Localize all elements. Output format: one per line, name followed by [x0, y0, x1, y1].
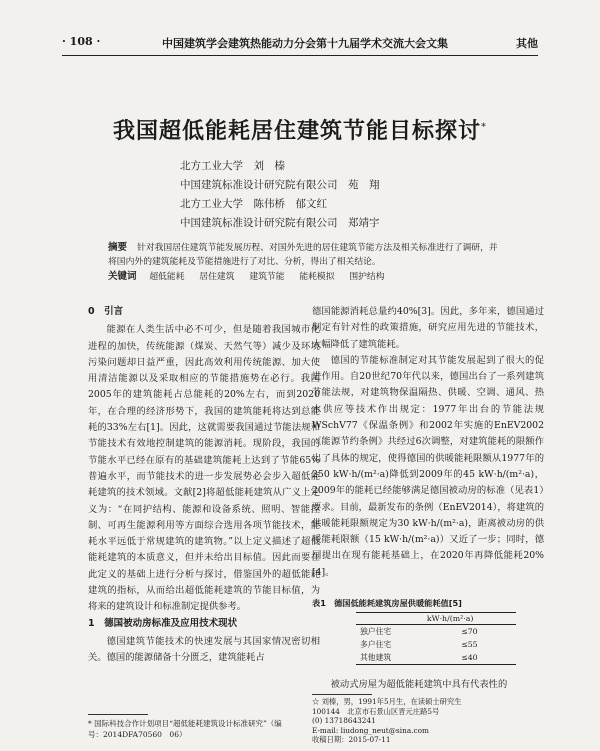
footnote-rule: [312, 694, 372, 695]
table-row-label: 其他建筑: [356, 651, 423, 665]
table-row: [356, 651, 516, 665]
body-paragraph: 德国能源消耗总量约40%[3]。因此，多年来，德国通过制定有针对性的政策措施，研究应用先进的节能技术，大幅降低了建筑能耗。: [312, 306, 544, 350]
table-row-value: ≤40: [423, 651, 516, 665]
table-1: [356, 612, 516, 665]
table-1-block: [312, 598, 544, 665]
keyword: 能耗模拟: [299, 272, 335, 282]
header-rule: [62, 55, 538, 56]
author-line: 中国建筑标准设计研究院有限公司 郑靖宇: [180, 217, 380, 229]
footnote-rule: [88, 714, 148, 715]
title-text: 我国超低能耗居住建筑节能目标探讨: [112, 119, 481, 144]
body-paragraph: 德国建筑节能技术的快速发展与其国家情况密切相关。德国的能源储备十分匮乏，建筑能耗占: [88, 635, 320, 664]
footnote-line: 收稿日期：2015-07-11: [312, 735, 391, 744]
footnote-line: (0) 13718643241: [312, 716, 376, 725]
body-paragraph: 能源在人类生活中必不可少，但是随着我国城市化进程的加快，传统能源（煤炭、天然气等）减少及环境污染问题却日益严重，因此高效利用传统能源、加大使用清洁能源以及采取相应的节能措施势在必行。我国2005年的建筑能耗占总能耗的20%左右，而到2020年，在合理的经济形势下，我国的建筑能耗将达到总能耗的33%左右[1]。因此，这就需要我国通过节能法规和节能技术有效地控制建筑的能源消耗。现阶段，我国的节能水平已经在原有的基础建筑能耗上达到了节能65%普遍水平，而节能技术的进一步发展势必会步入超低能耗建筑的技术领域。文献[2]将超低能耗建筑从广义上定义为：“在同护结构、能源和设备系统、照明、智能控制、可再生能源利用等方面综合选用各项节能技术，能耗水平远低于常规建筑的建筑物。”以上定义描述了超低能耗建筑的本质意义，但并未给出目标值。因此而要在此定义的基础上进行分析与探讨，借鉴国外的超低能耗建筑的指标，从而给出超低能耗建筑的节能目标值，为将来的建筑设计和标准制定提供参考。: [88, 324, 320, 613]
section-heading-introduction: 0 引言: [88, 306, 124, 317]
section-heading-german-standard: 1 德国被动房标准及应用技术现状: [88, 617, 238, 629]
abstract-label: 摘要: [108, 242, 128, 253]
keyword: 建筑节能: [249, 272, 285, 282]
author-line: 北方工业大学 刘 榛: [180, 160, 285, 172]
keywords-label: 关键词: [108, 271, 137, 282]
funding-footnote: [88, 718, 320, 740]
table-row: [356, 625, 516, 639]
table-row-label: 多户住宅: [360, 640, 392, 649]
footnote-line: E-mail: liudong_neut@sina.com: [312, 725, 429, 735]
running-header: [62, 35, 538, 53]
conference-name: 中国建筑学会建筑热能动力分会第十九届学术交流大会文集: [162, 37, 448, 50]
keyword: 超低能耗: [149, 272, 185, 282]
table-row-label: 独户住宅: [360, 627, 392, 636]
abstract-body: [108, 241, 500, 269]
footnote-line: * 国际科技合作计划项目“超低能耗建筑设计标准研究”（编: [88, 719, 282, 728]
keywords: [108, 270, 500, 284]
body-paragraph: 德国的节能标准制定对其节能发展起到了很大的促进作用。自20世纪70年代以来，德国出台了一系列建筑节能法规，对建筑物保温隔热、供暖、空调、通风、热水供应等技术作出规定：1977年出台的节能法规WSchV77《保温条例》和2002年实施的EnEV2002《能源节约条例》共经过6次调整，对建筑能耗的限额作出了具体的规定，使得德国的供暖能耗限额从1977年的250 kW·h/(m²·a)降低到2009年的45 kW·h/(m²·a)，2009年的能耗已经能够满足德国被动房的标准（见表1）要求。目前，最新发布的条例（EnEV2014），将建筑的供暖能耗限额规定为30 kW·h/(m²·a)，距离被动房的供暖能耗限额（15 kW·h/(m²·a)）又近了一步；同时，德国提出在现有能耗基础上，在2020年再降低能耗20%[4]。: [312, 354, 544, 578]
author-list: [180, 157, 380, 233]
table-row-value: ≤70: [461, 627, 478, 636]
table-header-row: [356, 613, 516, 625]
author-line: 中国建筑标准设计研究院有限公司 苑 翔: [180, 179, 380, 191]
table-row-value: ≤55: [461, 640, 478, 649]
table-caption: 表1 德国低能耗建筑房屋供暖能耗值[5]: [312, 598, 462, 608]
footnote-line: 100144 北京市石景山区晋元庄路5号: [312, 706, 440, 716]
body-paragraph-continued: 被动式房屋为超低能耗建筑中具有代表性的: [330, 679, 508, 690]
abstract-text: 针对我国居住建筑节能发展历程、对国外先进的居住建筑节能方法及相关标准进行了调研，并将国内外的建筑能耗及节能措施进行了对比、分析，得出了相关结论。: [108, 243, 498, 267]
paper-title: [62, 114, 538, 145]
title-footnote-mark: *: [481, 121, 487, 133]
table-header-blank: [356, 613, 423, 625]
page-number: · 108 ·: [62, 35, 101, 48]
keyword: 居住建筑: [199, 272, 235, 282]
left-column: [88, 304, 320, 667]
author-footnote: [312, 697, 544, 745]
section-name: 其他: [516, 37, 538, 50]
abstract: [108, 241, 500, 284]
right-column: [312, 304, 544, 581]
table-row: [356, 638, 516, 651]
footnote-line: ☆ 刘榛，男，1991年5月生，在读硕士研究生: [312, 697, 462, 706]
table-unit-header: kW·h/(m²·a): [423, 613, 516, 625]
author-line: 北方工业大学 陈伟桥 郁文红: [180, 198, 327, 210]
footnote-line: 号：2014DFA70560 06）: [88, 730, 187, 739]
keyword: 围护结构: [349, 272, 385, 282]
